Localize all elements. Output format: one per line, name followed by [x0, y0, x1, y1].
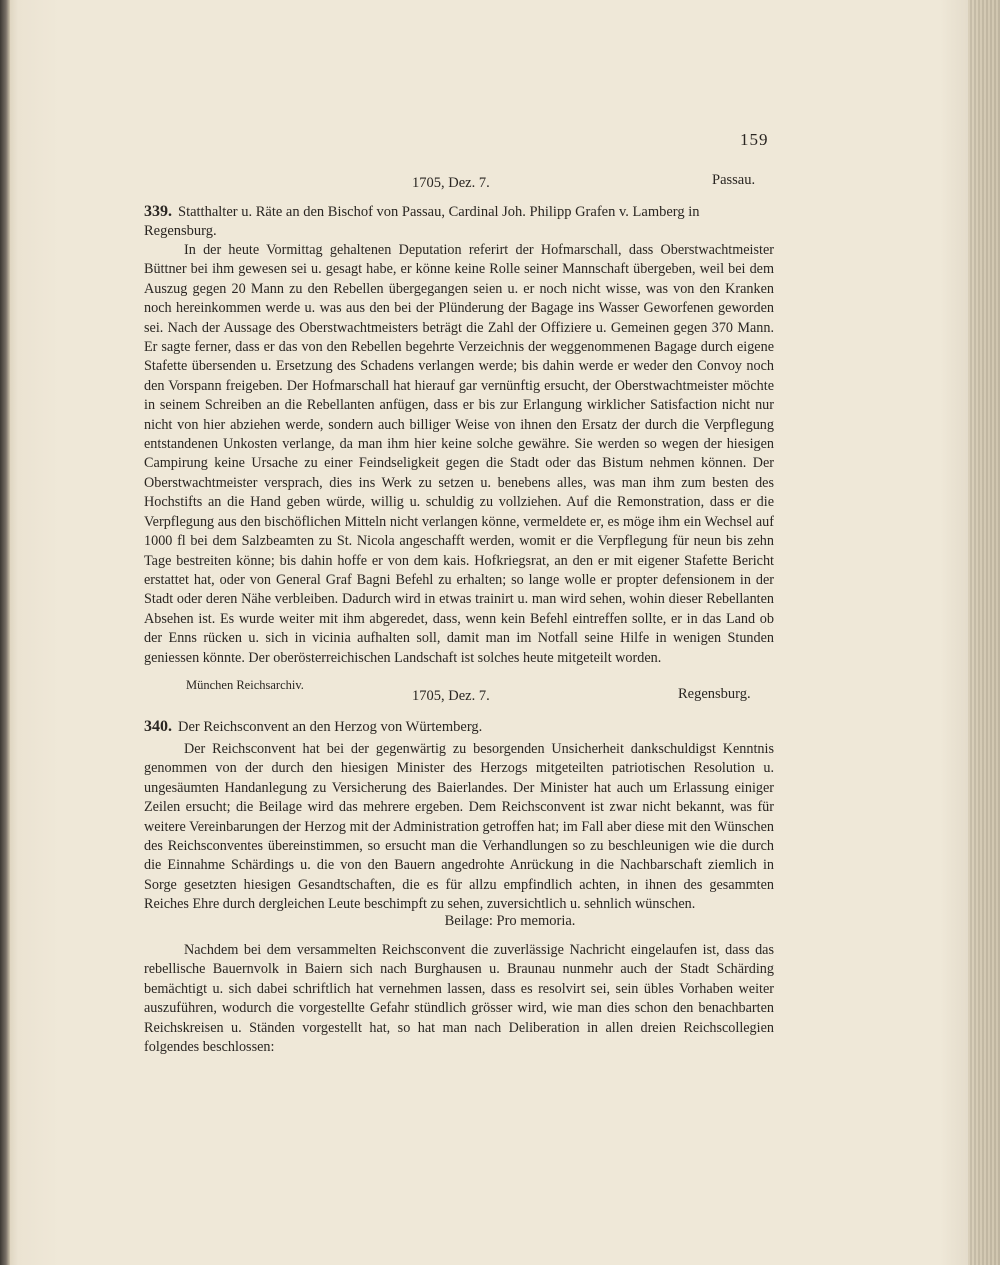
beilage-title: Beilage: Pro memoria.	[444, 913, 576, 929]
entry-339-heading	[144, 202, 774, 241]
entry-339-number: 339.	[144, 203, 172, 220]
entry-339-heading-text: Statthalter u. Räte an den Bischof von Passau, Cardinal Joh. Philipp Grafen v. Lamberg in Regensburg.	[144, 204, 700, 239]
entry-340-heading	[144, 717, 774, 737]
page-number: 159	[740, 130, 769, 149]
entry-340-number: 340.	[144, 718, 172, 735]
entry-340-paragraph: Der Reichsconvent hat bei der gegenwärtig zu besorgenden Unsicherheit dankschuldigst Kenntnis genommen von der durch den hiesigen Minister des Herzogs mitgeteilten patriotischen Resolution u. ungesäumten Handanlegung zu Versicherung des Baierlandes. Der Minister hat auch um Erlassung einiger Zeilen ersucht; die Beilage wird das mehrere ergeben. Dem Reichsconvent ist zwar nicht bekannt, was für weitere Vereinbarungen der Herzog mit der Administration getroffen hat; im Fall aber diese mit den Wünschen des Reichsconventes übereinstimmen, so ersucht man die Verhandlungen so zu beschleunigen wie die durch die Einnahme Schärdings u. die von den Bauern angedrohte Anrückung in die Nachbarschaft ziemlich in Sorge gesetzten hiesigen Gesandtschaften, die es für allzu empfindlich achten, in ihnen des gesammten Reiches Ehre durch dergleichen Leute beschimpft zu sehen, zuversichtlich u. sehnlich wünschen.	[144, 741, 774, 913]
entry-340-place: Regensburg.	[678, 686, 751, 702]
beilage-paragraph: Nachdem bei dem versammelten Reichsconvent die zuverlässige Nachricht eingelaufen ist, dass das rebellische Bauernvolk in Baiern sich nach Burghausen u. Braunau nunmehr auch der Stadt Schärding bemächtigt u. sich dabei schriftlich hat vernehmen lassen, dass es resolvirt sei, sein übles Vorhaben weiter auszuführen, wodurch die vorgestellte Gefahr stündlich grösser wird, wie man dies schon den benachbarten Reichskreisen u. Ständen vorgestellt hat, so hat man nach Deliberation in allen dreien Reichscollegien folgendes beschlossen:	[144, 942, 774, 1056]
entry-339-source: München Reichsarchiv.	[186, 678, 304, 692]
entry-340-date: 1705, Dez. 7.	[412, 688, 490, 704]
entry-339-date: 1705, Dez. 7.	[412, 175, 490, 191]
entry-340-heading-text: Der Reichsconvent an den Herzog von Würtemberg.	[178, 719, 483, 735]
entry-339-paragraph: In der heute Vormittag gehaltenen Deputation referirt der Hofmarschall, dass Oberstwachtmeister Büttner bei ihm gewesen sei u. gesagt habe, er könne keine Rolle seiner Mannschaft übergeben, weil bei dem Auszug gegen 20 Mann zu den Rebellen übergegangen seien u. er noch nicht wisse, was von den Kranken noch hereinkommen werde u. was aus den bei der Plünderung der Bagage ins Wasser Geworfenen geworden sei. Nach der Aussage des Oberstwachtmeisters beträgt die Zahl der Offiziere u. Gemeinen gegen 370 Mann. Er sagte ferner, dass er das von den Rebellen begehrte Verzeichnis der weggenommenen Bagage durch eigene Stafette übersenden u. Ersetzung des Schadens verlangen werde; bis dahin werde er weder den Convoy noch den Vorspann freigeben. Der Hofmarschall hat hierauf gar vernünftig ersucht, der Oberstwachtmeister möchte in seinem Schreiben an die Rebellanten anfügen, dass er bis zur Erlangung wirklicher Satisfaction nicht nur nicht von hier abziehen werde, sondern auch billiger Weise von ihnen den Ersatz der durch die Verpflegung entstandenen Unkosten verlange, da man ihm hier keine solche gewähre. Sie werden so wegen der hiesigen Campirung keine Ursache zu einer Feindseligkeit gegen die Stadt oder das Bistum nehmen können. Der Oberstwachtmeister versprach, dies ins Werk zu setzen u. benebens alles, was man ihm zum besten des Hochstifts an die Hand geben würde, willig u. schuldig zu vollziehen. Auf die Remonstration, dass er die Verpflegung aus den bischöflichen Mitteln nicht verlangen könne, vermeldete er, es möge ihm ein Wechsel auf 1000 fl bei dem Salzbeamten zu St. Nicola angeschafft werden, womit er die Verpflegung für neun bis zehn Tage bestreiten könne; bis dahin hoffe er von dem kais. Hofkriegsrat, an den er mit eigener Stafette Bericht erstattet hat, oder von General Graf Bagni Befehl zu erhalten; so lange wolle er propter defensionem in der Stadt oder deren Nähe verbleiben. Dadurch wird in etwas trainirt u. man wird sehen, wohin dieser Rebellanten Absehen ist. Es wurde weiter mit ihm abgeredet, dass, wenn kein Befehl eintreffen sollte, er in das Land ob der Enns rücken u. sich in vicinia aufhalten soll, damit man im Notfall seine Hilfe in wenigen Stunden geniessen könnte. Der oberösterreichischen Landschaft ist solches heute mitgeteilt worden.	[144, 242, 774, 666]
entry-339-place: Passau.	[712, 172, 756, 188]
